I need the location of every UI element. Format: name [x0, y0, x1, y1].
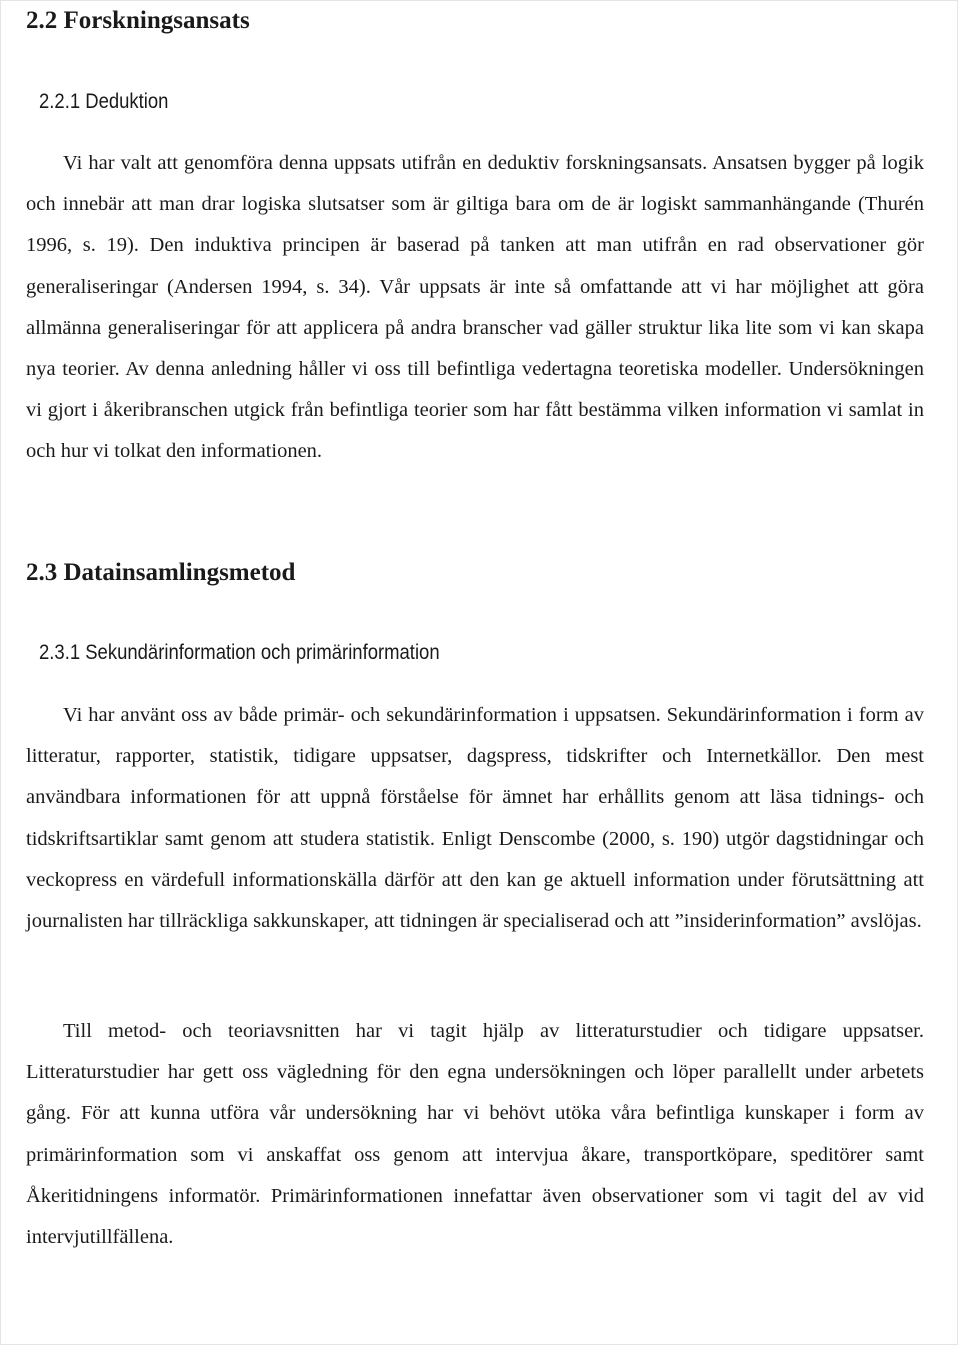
subsection-heading-deduktion: 2.2.1 Deduktion: [39, 90, 169, 113]
paragraph-sekundarinformation: Vi har använt oss av både primär- och sekundärinformation i uppsatsen. Sekundärinformation i form av litteratur, rapporter, statistik, tidigare uppsatser, dagspress, tidskrifter och Internetkällor. Den mest användbara informationen för att uppnå förståelse för ämnet har erhållits genom att läsa tidnings- och tidskriftsartiklar samt genom att studera statistik. Enligt Denscombe (2000, s. 190) utgör dagstidningar och veckopress en värdefull informationskälla därför att den kan ge aktuell information under förutsättning att journalisten har tillräckliga sakkunskaper, att tidningen är specialiserad och att ”insiderinformation” avslöjas.: [26, 704, 924, 933]
section-heading-forskningsansats: 2.2 Forskningsansats: [26, 7, 250, 34]
paragraph-deduktion: Vi har valt att genomföra denna uppsats utifrån en deduktiv forskningsansats. Ansatsen bygger på logik och innebär att man drar logiska slutsatser som är giltiga bara om de är logiskt sammanhängande (Thurén 1996, s. 19). Den induktiva principen är baserad på tanken att man utifrån en rad observationer gör generaliseringar (Andersen 1994, s. 34). Vår uppsats är inte så omfattande att vi har möjlighet att göra allmänna generaliseringar för att applicera på andra branscher vad gäller struktur lika lite som vi kan skapa nya teorier. Av denna anledning håller vi oss till befintliga vedertagna teoretiska modeller. Undersökningen vi gjort i åkeribranschen utgick från befintliga teorier som har fått bestämma vilken information vi samlat in och hur vi tolkat den informationen.: [26, 152, 924, 463]
subsection-heading-sekundar-primar: 2.3.1 Sekundärinformation och primärinformation: [39, 641, 440, 664]
section-heading-datainsamlingsmetod: 2.3 Datainsamlingsmetod: [26, 559, 296, 586]
paragraph-primarinformation: Till metod- och teoriavsnitten har vi tagit hjälp av litteraturstudier och tidigare uppsatser. Litteraturstudier har gett oss vägledning för den egna undersökningen och löper parallellt under arbetets gång. För att kunna utföra vår undersökning har vi behövt utöka våra befintliga kunskaper i form av primärinformation som vi anskaffat oss genom att intervjua åkare, transportköpare, speditörer samt Åkeritidningens informatör. Primärinformationen innefattar även observationer som vi tagit del av vid intervjutillfällena.: [26, 1020, 924, 1249]
